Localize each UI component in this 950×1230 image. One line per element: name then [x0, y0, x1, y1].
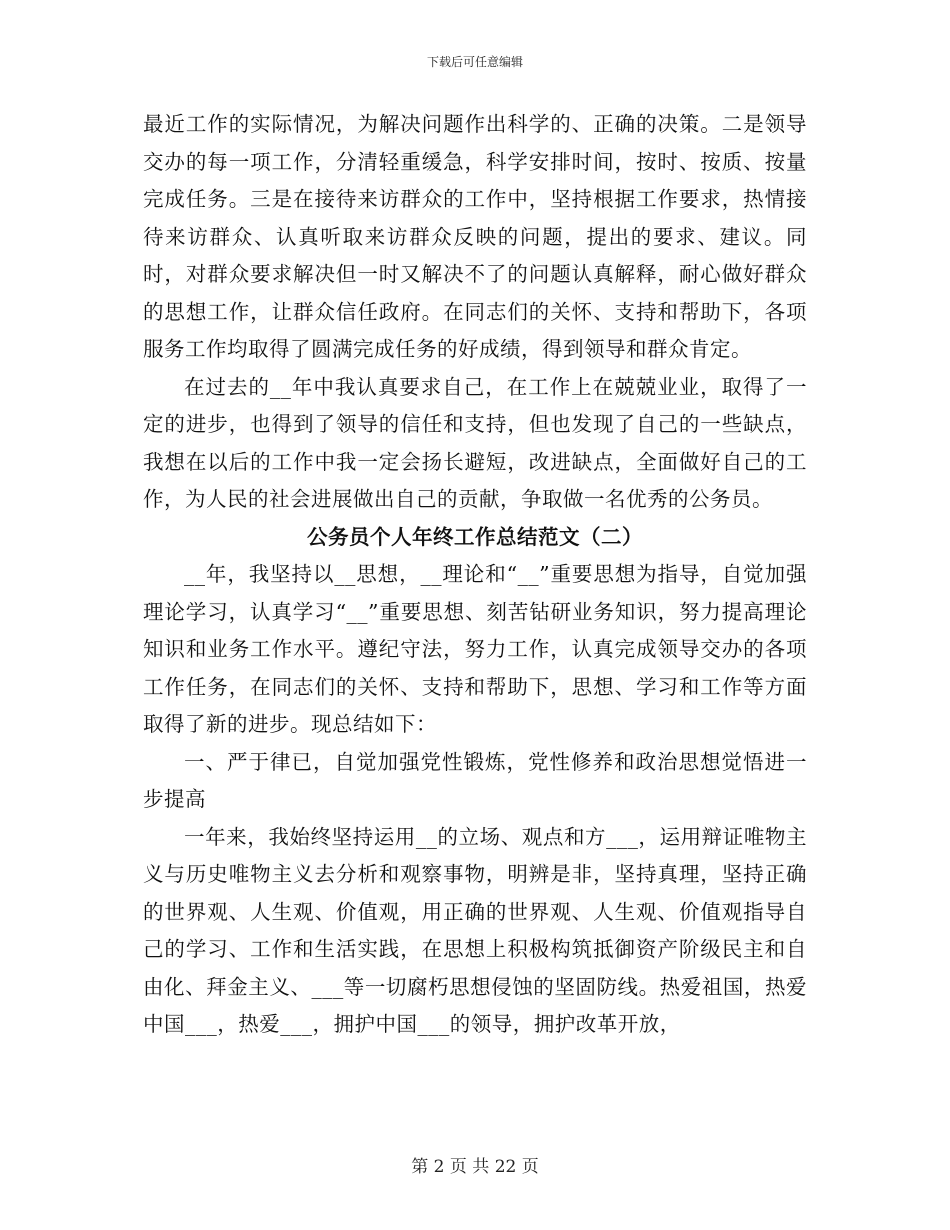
page-footer: 第 2 页 共 22 页: [411, 1157, 539, 1177]
document-body: [143, 106, 807, 1044]
paragraph-5: 一年来，我始终坚持运用__的立场、观点和方___，运用辩证唯物主义与历史唯物主义去分析和观察事物，明辨是非，坚持真理，坚持正确的世界观、人生观、价值观，用正确的世界观、人生观、价值观指导自己的学习、工作和生活实践，在思想上积极构筑抵御资产阶级民主和自由化、拜金主义、___等一切腐朽思想侵蚀的坚固防线。热爱祖国，热爱中国___，热爱___，拥护中国___的领导，拥护改革开放，: [143, 824, 807, 1036]
page-header: 下载后可任意编辑: [426, 55, 523, 69]
paragraph-2: 在过去的__年中我认真要求自己，在工作上在兢兢业业，取得了一定的进步，也得到了领导的信任和支持，但也发现了自己的一些缺点，我想在以后的工作中我一定会扬长避短，改进缺点，全面做好自己的工作，为人民的社会进展做出自己的贡献，争取做一名优秀的公务员。: [143, 374, 807, 511]
paragraph-1: 最近工作的实际情况，为解决问题作出科学的、正确的决策。二是领导交办的每一项工作，分清轻重缓急，科学安排时间，按时、按质、按量完成任务。三是在接待来访群众的工作中，坚持根据工作要求，热情接待来访群众、认真听取来访群众反映的问题，提出的要求、建议。同时，对群众要求解决但一时又解决不了的问题认真解释，耐心做好群众的思想工作，让群众信任政府。在同志们的关怀、支持和帮助下，各项服务工作均取得了圆满完成任务的好成绩，得到领导和群众肯定。: [143, 112, 807, 361]
paragraph-3: __年，我坚持以__思想，__理论和“__”重要思想为指导，自觉加强理论学习，认真学习“__”重要思想、刻苦钻研业务知识，努力提高理论知识和业务工作水平。遵纪守法，努力工作，认真完成领导交办的各项工作任务，在同志们的关怀、支持和帮助下，思想、学习和工作等方面取得了新的进步。现总结如下：: [143, 562, 807, 736]
paragraph-4: 一、严于律已，自觉加强党性锻炼，党性修养和政治思想觉悟进一步提高: [143, 749, 807, 811]
section-title: 公务员个人年终工作总结范文（二）: [307, 524, 643, 549]
